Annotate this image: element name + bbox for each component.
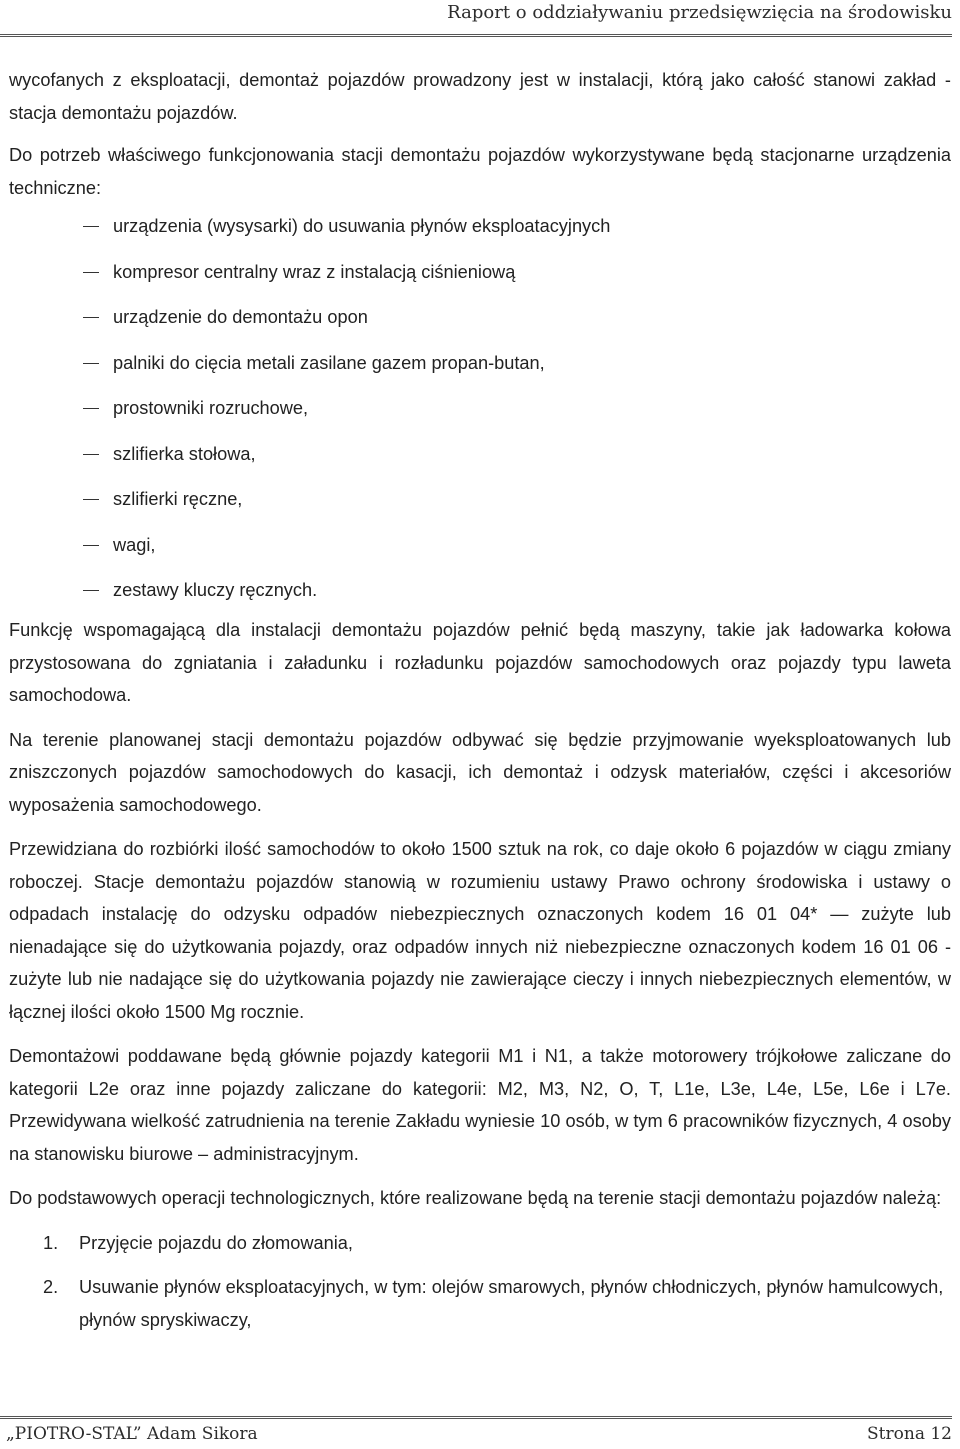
list-item: urządzenia (wysysarki) do usuwania płynów eksploatacyjnych (9, 210, 951, 256)
paragraph-6: Demontażowi poddawane będą głównie pojazdy kategorii M1 i N1, a także motorowery trójkołowe zaliczane do kategorii L2e oraz inne pojazdy zaliczane do kategorii: M2, M3, N2, O, T, L1e, L3e, L4e, L5e, L6e i L7e. Przewidywana wielkość zatrudnienia na terenie Zakładu wyniesie 10 osób, w tym 6 pracowników fizycznych, 4 osoby na stanowisku biurowe – administracyjnym. (9, 1046, 951, 1164)
page-header (0, 0, 952, 37)
paragraph-1: wycofanych z eksploatacji, demontaż pojazdów prowadzony jest w instalacji, którą jako całość stanowi zakład - stacja demontażu pojazdów. (9, 70, 951, 123)
list-text: Przyjęcie pojazdu do złomowania, (79, 1232, 353, 1253)
list-text: Usuwanie płynów eksploatacyjnych, w tym: olejów smarowych, płynów chłodniczych, płynów hamulcowych, płynów spryskiwaczy, (79, 1277, 944, 1330)
list-item: urządzenie do demontażu opon (9, 301, 951, 347)
list-item: prostowniki rozruchowe, (9, 392, 951, 438)
paragraph-4: Na terenie planowanej stacji demontażu pojazdów odbywać się będzie przyjmowanie wyeksploatowanych lub zniszczonych pojazdów samochodowych do kasacji, ich demontaż i odzysk materiałów, części i akcesoriów wyposażenia samochodowego. (9, 729, 951, 815)
page-number: Strona 12 (867, 1424, 952, 1444)
paragraph-3: Funkcję wspomagającą dla instalacji demontażu pojazdów pełnić będą maszyny, takie jak ładowarka kołowa przystosowana do zgniatania i załadunku i rozładunku pojazdów samochodowych oraz pojazdy typu laweta samochodowa. (9, 620, 951, 705)
page-footer (0, 1416, 952, 1449)
list-item: kompresor centralny wraz z instalacją ciśnieniową (9, 256, 951, 302)
list-number: 1. (43, 1232, 59, 1253)
list-item: wagi, (9, 529, 951, 575)
paragraph-5: Przewidziana do rozbiórki ilość samochodów to około 1500 sztuk na rok, co daje około 6 pojazdów w ciągu zmiany roboczej. Stacje demontażu pojazdów stanowią w rozumieniu ustawy Prawo ochrony środowiska i ustawy o odpadach instalację do odzysku odpadów niebezpiecznych oznaczonych kodem 16 01 04* — zużyte lub nienadające się do użytkowania pojazdy, oraz odpadów innych niż niebezpieczne oznaczonych kodem 16 01 06 - zużyte lub nie nadające się do użytkowania pojazdy nie zawierające cieczy i innych niebezpiecznych elementów, w łącznej ilości około 1500 Mg rocznie. (9, 839, 951, 1022)
footer-company: „PIOTRO-STAL” Adam Sikora (6, 1424, 258, 1444)
header-title: Raport o oddziaływaniu przedsięwzięcia na środowisku (447, 2, 952, 23)
list-number: 2. (43, 1277, 59, 1297)
paragraph-7: Do podstawowych operacji technologicznych, które realizowane będą na terenie stacji demontażu pojazdów należą: (9, 1188, 942, 1208)
list-item: zestawy kluczy ręcznych. (9, 574, 951, 610)
list-item: szlifierka stołowa, (9, 438, 951, 484)
equipment-list (9, 210, 951, 610)
list-item: szlifierki ręczne, (9, 483, 951, 529)
operations-list (9, 1227, 951, 1337)
list-item (9, 1271, 951, 1336)
list-item: palniki do cięcia metali zasilane gazem propan-butan, (9, 347, 951, 393)
document-body (9, 64, 951, 1348)
list-item (9, 1227, 951, 1260)
paragraph-2: Do potrzeb właściwego funkcjonowania stacji demontażu pojazdów wykorzystywane będą stacjonarne urządzenia techniczne: (9, 145, 951, 198)
